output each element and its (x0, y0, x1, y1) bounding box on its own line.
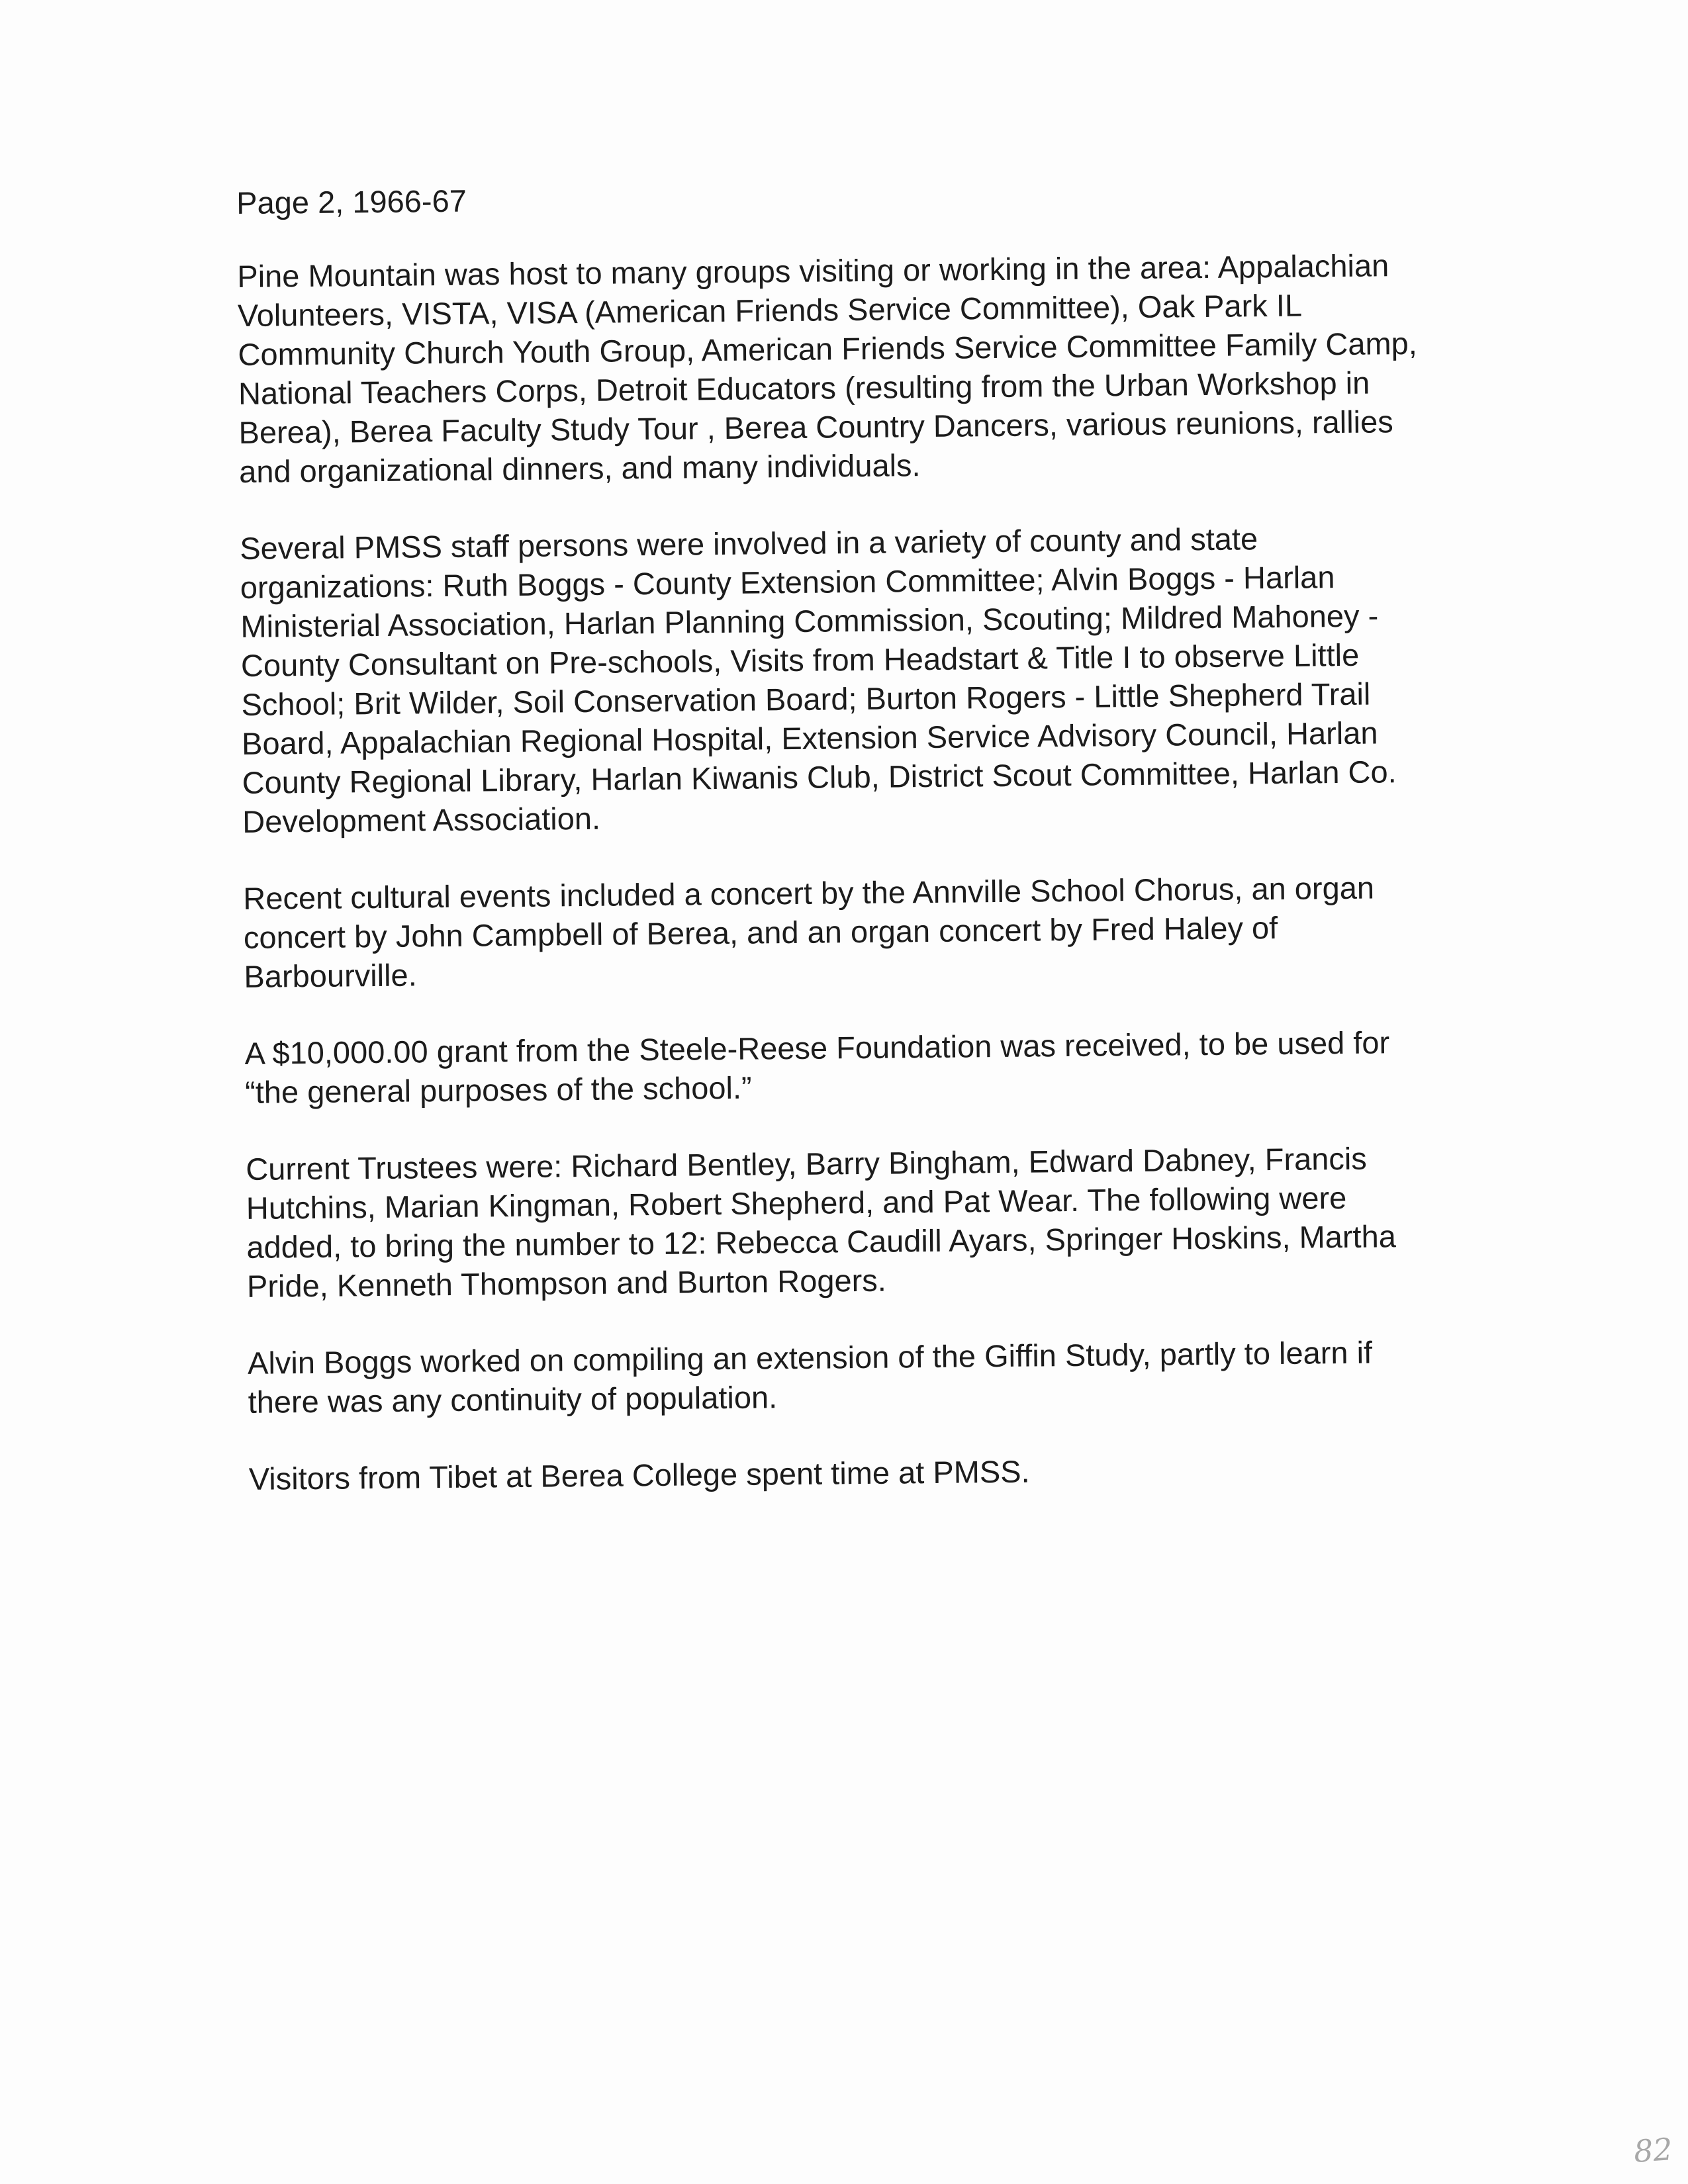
handwritten-page-number: 82 (1632, 2131, 1674, 2169)
text-line: Board, Appalachian Regional Hospital, Extension Service Advisory Council, Harlan (241, 715, 1378, 761)
paragraph (248, 1447, 1532, 1498)
page-header: Page 2, 1966-67 (236, 183, 467, 220)
text-line: Berea), Berea Faculty Study Tour , Berea Country Dancers, various reunions, rallies (238, 404, 1393, 450)
text-line: Alvin Boggs worked on compiling an extension of the Giffin Study, partly to learn if (247, 1334, 1373, 1381)
paragraph (240, 516, 1526, 841)
text-line: Ministerial Association, Harlan Planning Commission, Scouting; Mildred Mahoney - (240, 598, 1379, 644)
text-line: County Consultant on Pre-schools, Visits from Headstart & Title I to observe Little (240, 637, 1360, 683)
text-line: A $10,000.00 grant from the Steele-Reese Foundation was received, to be used for (244, 1024, 1390, 1071)
text-line: organizations: Ruth Boggs - County Extension Committee; Alvin Boggs - Harlan (240, 559, 1335, 605)
paragraph (248, 1331, 1532, 1422)
paragraph-list (237, 244, 1533, 1498)
text-line: Visitors from Tibet at Berea College spent time at PMSS. (248, 1453, 1030, 1496)
text-line: added, to bring the number to 12: Rebecca Caudill Ayars, Springer Hoskins, Martha (246, 1218, 1397, 1265)
text-line: Pride, Kenneth Thompson and Burton Rogers. (246, 1262, 887, 1304)
text-line: School; Brit Wilder, Soil Conservation Board; Burton Rogers - Little Shepherd Trail (241, 676, 1371, 722)
text-line: “the general purposes of the school.” (244, 1069, 752, 1110)
text-line: Current Trustees were: Richard Bentley, Barry Bingham, Edward Dabney, Francis (246, 1140, 1368, 1187)
paragraph (244, 1021, 1529, 1112)
text-line: concert by John Campbell of Berea, and an organ concert by Fred Haley of (243, 909, 1278, 955)
text-line: Community Church Youth Group, American Friends Service Committee Family Camp, (238, 325, 1418, 372)
paragraph (243, 866, 1528, 996)
text-line: Development Association. (242, 800, 601, 839)
text-line: Volunteers, VISTA, VISA (American Friends Service Committee), Oak Park IL (237, 287, 1303, 333)
text-line: Pine Mountain was host to many groups visiting or working in the area: Appalachian (237, 248, 1389, 294)
paragraph (237, 244, 1523, 491)
text-line: County Regional Library, Harlan Kiwanis Club, District Scout Committee, Harlan Co. (242, 754, 1397, 800)
document-body (236, 171, 1534, 1536)
text-line: Recent cultural events included a concert by the Annville School Chorus, an organ (243, 870, 1375, 916)
text-line: National Teachers Corps, Detroit Educators (resulting from the Urban Workshop in (238, 365, 1370, 411)
text-line: Several PMSS staff persons were involved in a variety of county and state (240, 521, 1258, 566)
text-line: Barbourville. (244, 957, 417, 994)
text-line: and organizational dinners, and many individuals. (238, 447, 921, 489)
text-line: Hutchins, Marian Kingman, Robert Shepherd, and Pat Wear. The following were (246, 1179, 1347, 1226)
paragraph (246, 1137, 1531, 1306)
text-line: there was any continuity of population. (248, 1379, 778, 1420)
